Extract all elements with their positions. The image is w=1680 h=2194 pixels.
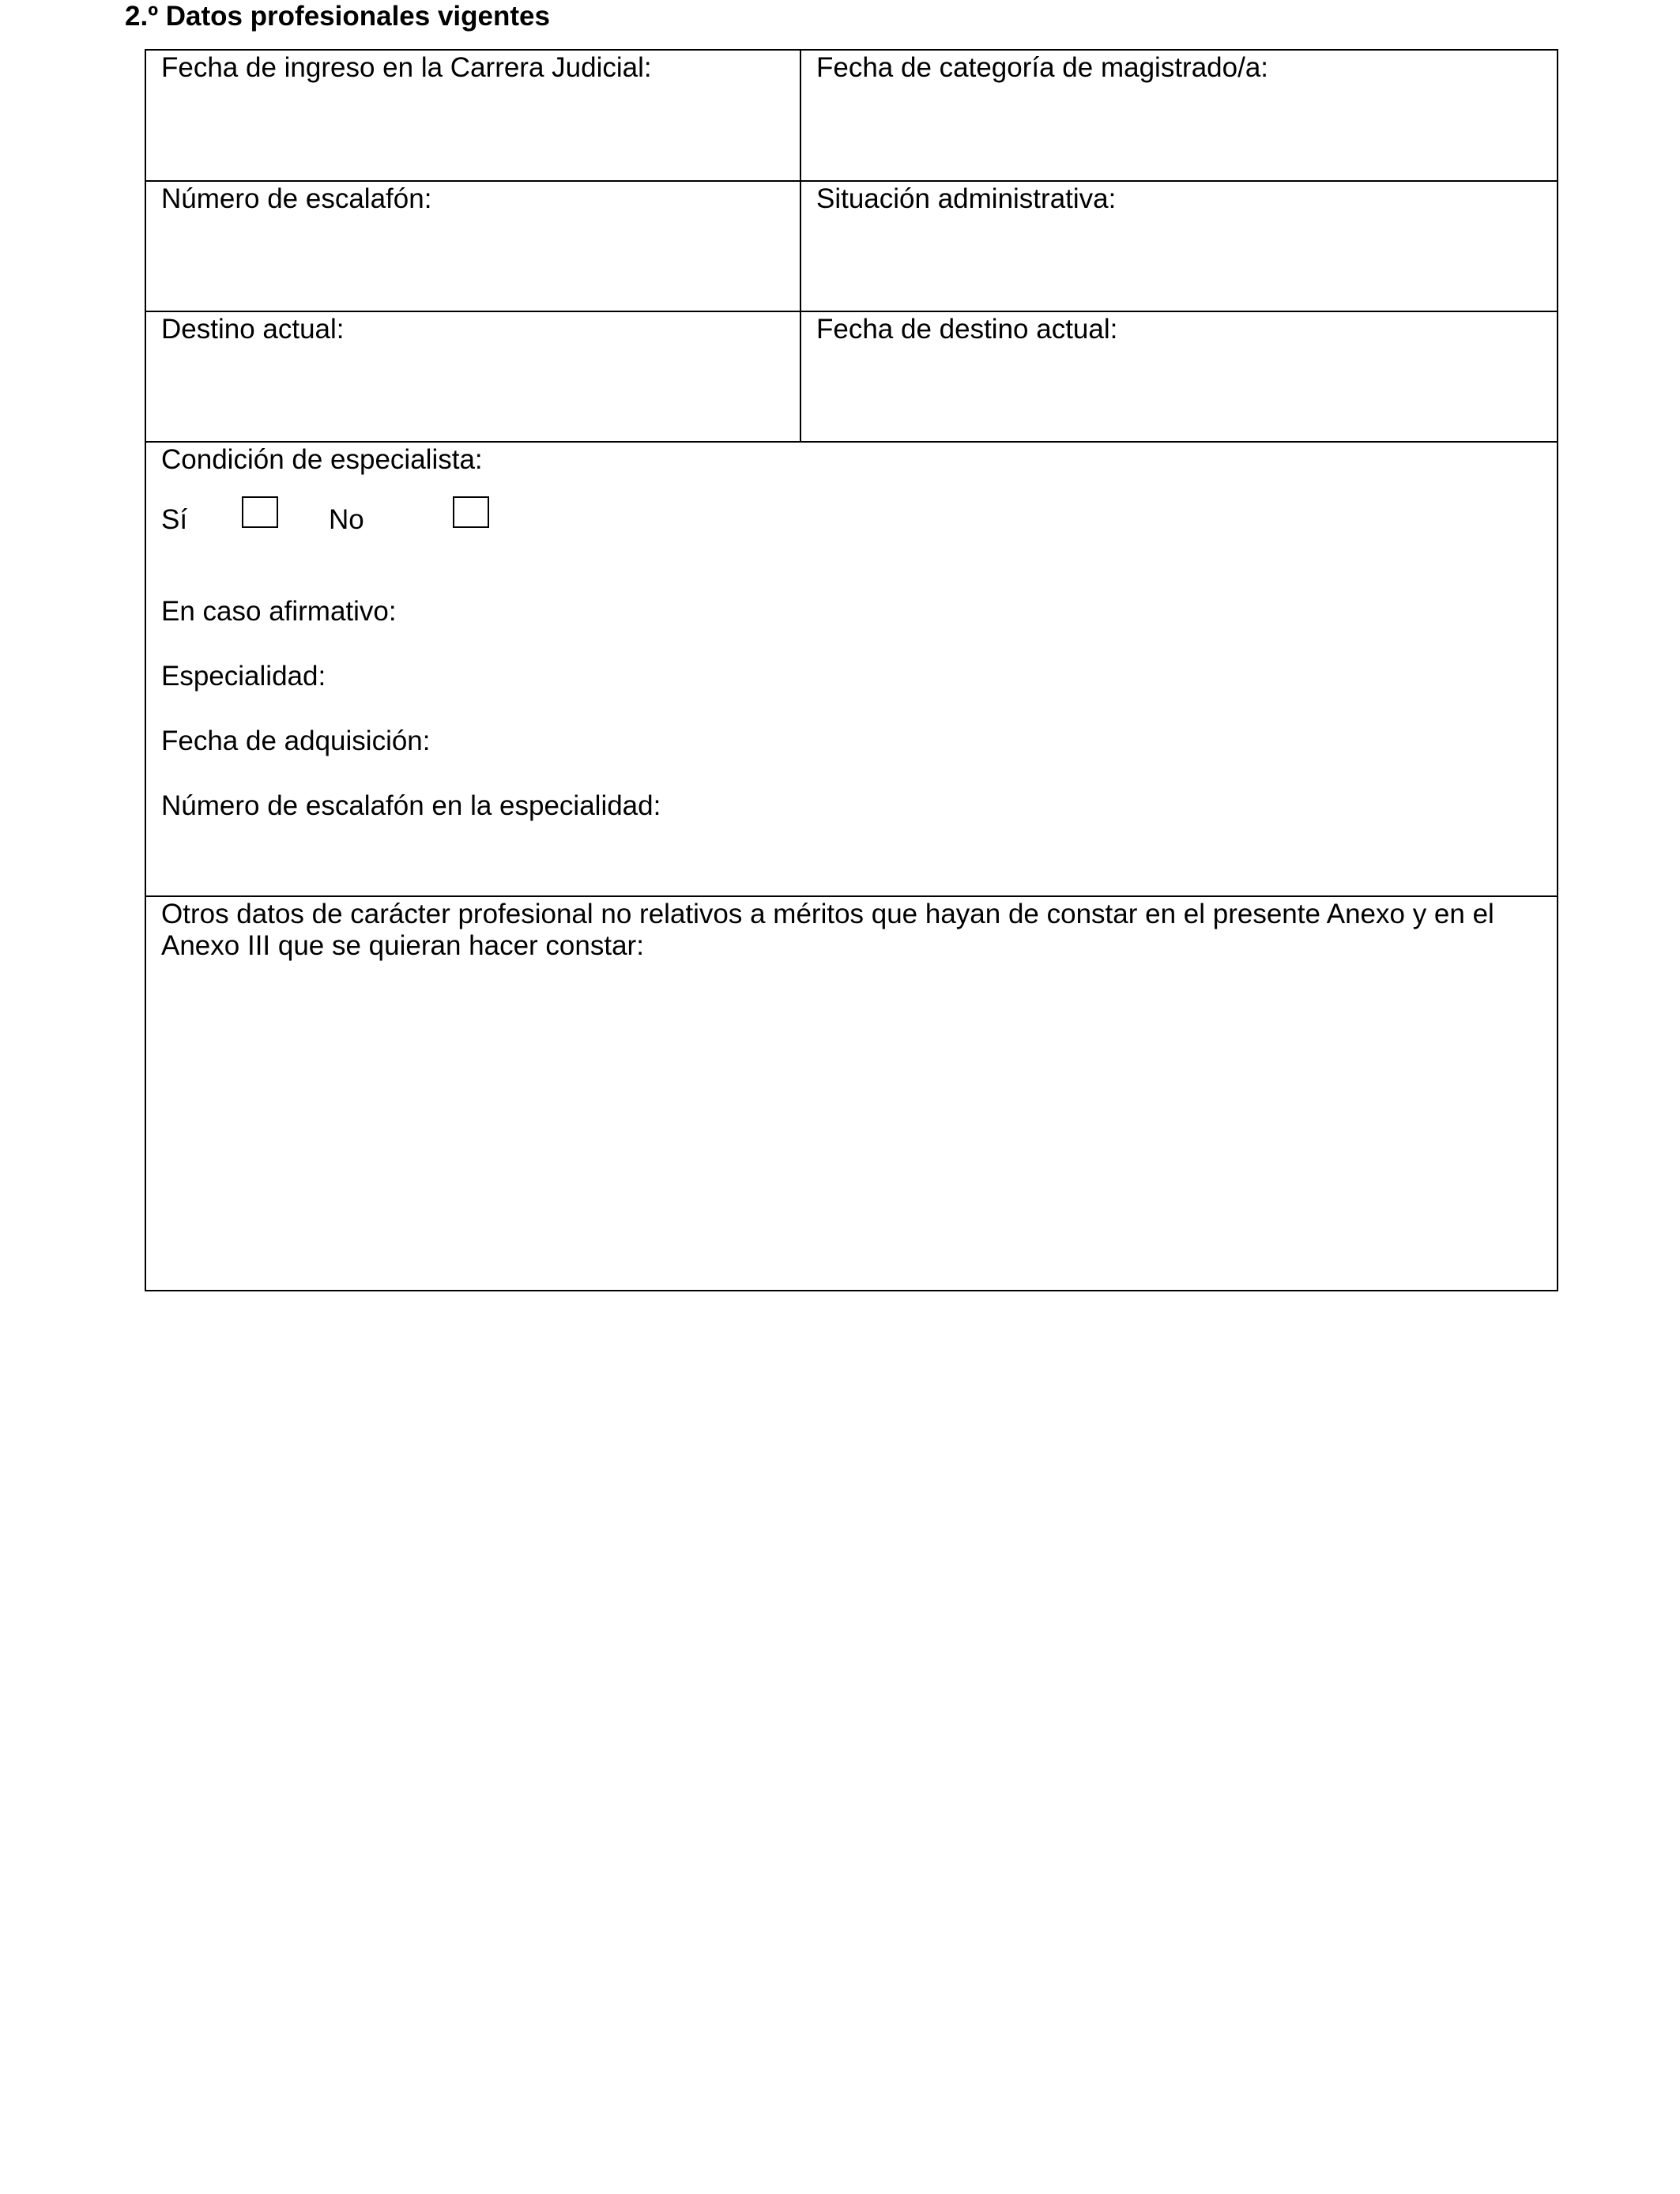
field-fecha-ingreso-label: Fecha de ingreso en la Carrera Judicial:	[161, 52, 652, 83]
field-fecha-destino-actual[interactable]	[801, 312, 1558, 441]
field-destino-actual[interactable]	[146, 312, 800, 441]
numero-escalafon-especialidad-field: Número de escalafón en la especialidad:	[161, 790, 661, 821]
otros-datos-label: Otros datos de carácter profesional no relativos a méritos que hayan de constar en el presente Anexo y en el Anexo III que se quieran hacer constar:	[161, 899, 1494, 961]
field-situacion-administrativa[interactable]	[801, 182, 1558, 311]
field-fecha-destino-actual-label: Fecha de destino actual:	[816, 314, 1118, 345]
fecha-adquisicion-field: Fecha de adquisición:	[161, 726, 431, 756]
especialista-options	[161, 496, 635, 536]
professional-data-form	[145, 49, 1558, 1291]
field-destino-actual-label: Destino actual:	[161, 314, 345, 345]
otros-datos-field[interactable]	[146, 897, 1557, 1290]
section-title: 2.º Datos profesionales vigentes	[125, 1, 550, 32]
en-caso-afirmativo-label: En caso afirmativo:	[161, 596, 397, 627]
field-fecha-categoria[interactable]	[801, 51, 1558, 180]
especialista-section	[146, 443, 1557, 895]
option-no-label: No	[329, 504, 364, 535]
option-si-checkbox[interactable]	[242, 496, 278, 528]
option-si-label: Sí	[161, 504, 188, 535]
field-situacion-administrativa-label: Situación administrativa:	[816, 183, 1117, 214]
especialista-label: Condición de especialista:	[161, 444, 483, 475]
field-fecha-categoria-label: Fecha de categoría de magistrado/a:	[816, 52, 1269, 83]
field-fecha-ingreso[interactable]	[146, 51, 800, 180]
field-numero-escalafon[interactable]	[146, 182, 800, 311]
field-numero-escalafon-label: Número de escalafón:	[161, 183, 432, 214]
especialidad-field: Especialidad:	[161, 661, 326, 692]
option-no-checkbox[interactable]	[453, 496, 489, 528]
